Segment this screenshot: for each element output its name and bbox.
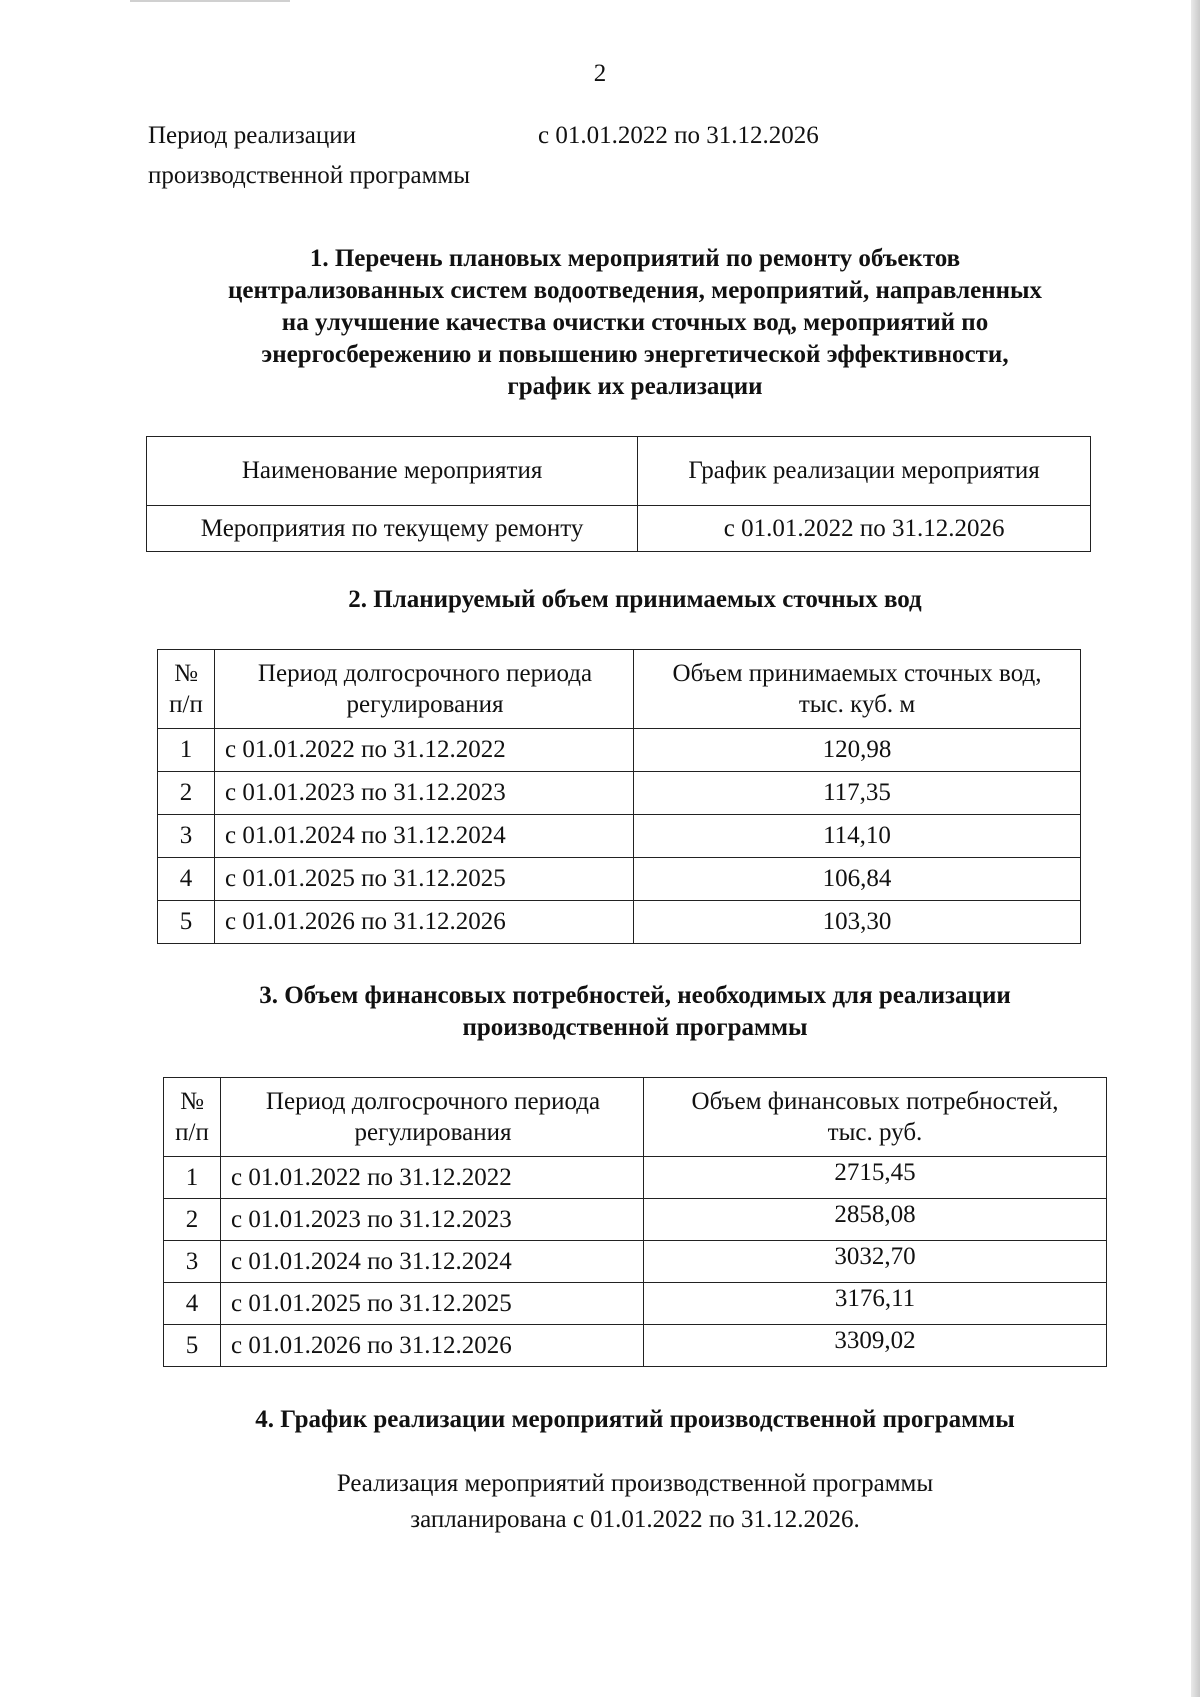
table-row — [158, 772, 1081, 815]
row-number: 1 — [158, 729, 215, 772]
heading-line: 1. Перечень плановых мероприятий по ремонту объектов — [309, 245, 961, 272]
row-value: 106,84 — [634, 858, 1081, 901]
row-number: 2 — [158, 772, 215, 815]
row-value: 2858,08 — [644, 1199, 1107, 1241]
table-cell: Мероприятия по текущему ремонту — [147, 506, 638, 552]
period-label — [148, 116, 528, 196]
statement-line: Реализация мероприятий производственной программы — [336, 1470, 934, 1497]
header-line: Объем принимаемых сточных вод, — [672, 660, 1042, 687]
heading-line: централизованных систем водоотведения, мероприятий, направленных — [227, 277, 1043, 304]
column-header-period — [221, 1078, 644, 1157]
row-number: 4 — [164, 1283, 221, 1325]
heading-line: 3. Объем финансовых потребностей, необходимых для реализации — [259, 982, 1011, 1009]
table-header-row — [164, 1078, 1107, 1157]
row-number: 4 — [158, 858, 215, 901]
scan-top-mark — [130, 0, 290, 2]
header-line: № — [180, 1088, 204, 1115]
row-number: 2 — [164, 1199, 221, 1241]
activities-table — [146, 436, 1091, 552]
row-value: 3309,02 — [644, 1325, 1107, 1367]
row-value: 103,30 — [634, 901, 1081, 944]
column-header-number — [164, 1078, 221, 1157]
table-row — [164, 1157, 1107, 1199]
row-value: 114,10 — [634, 815, 1081, 858]
table-row — [158, 729, 1081, 772]
row-period: с 01.01.2024 по 31.12.2024 — [221, 1241, 644, 1283]
statement-line: запланирована с 01.01.2022 по 31.12.2026. — [410, 1506, 860, 1533]
row-number: 5 — [158, 901, 215, 944]
column-header: График реализации мероприятия — [638, 437, 1091, 506]
header-line: Период долгосрочного периода — [257, 660, 593, 687]
row-value: 3176,11 — [644, 1283, 1107, 1325]
financial-needs-table — [163, 1077, 1107, 1367]
table-row — [164, 1325, 1107, 1367]
row-number: 1 — [164, 1157, 221, 1199]
table-cell: с 01.01.2022 по 31.12.2026 — [638, 506, 1091, 552]
row-value: 117,35 — [634, 772, 1081, 815]
heading-line: производственной программы — [462, 1014, 808, 1041]
header-line: п/п — [169, 691, 203, 718]
table-header-row — [158, 650, 1081, 729]
header-line: регулирования — [346, 691, 504, 718]
row-period: с 01.01.2022 по 31.12.2022 — [215, 729, 634, 772]
row-number: 3 — [164, 1241, 221, 1283]
column-header: Наименование мероприятия — [147, 437, 638, 506]
table-row — [164, 1283, 1107, 1325]
page-number: 2 — [593, 60, 607, 87]
column-header-period — [215, 650, 634, 729]
header-line: Период долгосрочного периода — [265, 1088, 601, 1115]
scan-edge-shadow — [1191, 0, 1200, 1697]
row-period: с 01.01.2025 по 31.12.2025 — [221, 1283, 644, 1325]
header-line: тыс. куб. м — [798, 691, 916, 718]
section-4-heading: 4. График реализации мероприятий производственной программы — [255, 1406, 1015, 1433]
column-header-number — [158, 650, 215, 729]
header-line: тыс. руб. — [827, 1119, 923, 1146]
period-label-line: производственной программы — [148, 162, 471, 189]
heading-line: на улучшение качества очистки сточных вод, мероприятий по — [281, 309, 989, 336]
row-value: 120,98 — [634, 729, 1081, 772]
table-row — [164, 1241, 1107, 1283]
header-line: № — [174, 660, 198, 687]
section-1-heading — [150, 243, 1120, 403]
table-header-row — [147, 437, 1091, 506]
implementation-statement — [150, 1466, 1120, 1538]
header-line: Объем финансовых потребностей, — [691, 1088, 1059, 1115]
column-header-amount — [644, 1078, 1107, 1157]
table-row — [158, 815, 1081, 858]
table-row — [147, 506, 1091, 552]
column-header-volume — [634, 650, 1081, 729]
table-row — [158, 901, 1081, 944]
heading-line: график их реализации — [507, 373, 763, 400]
period-label-line: Период реализации — [148, 122, 356, 149]
row-period: с 01.01.2023 по 31.12.2023 — [221, 1199, 644, 1241]
row-period: с 01.01.2026 по 31.12.2026 — [221, 1325, 644, 1367]
wastewater-volume-table — [157, 649, 1081, 944]
header-line: п/п — [175, 1119, 209, 1146]
row-period: с 01.01.2023 по 31.12.2023 — [215, 772, 634, 815]
header-line: регулирования — [354, 1119, 512, 1146]
row-period: с 01.01.2026 по 31.12.2026 — [215, 901, 634, 944]
section-3-heading — [150, 980, 1120, 1044]
row-value: 3032,70 — [644, 1241, 1107, 1283]
table-row — [158, 858, 1081, 901]
row-value: 2715,45 — [644, 1157, 1107, 1199]
heading-line: энергосбережению и повышению энергетической эффективности, — [261, 341, 1009, 368]
row-period: с 01.01.2025 по 31.12.2025 — [215, 858, 634, 901]
period-value: с 01.01.2022 по 31.12.2026 — [538, 122, 819, 149]
row-number: 5 — [164, 1325, 221, 1367]
row-period: с 01.01.2022 по 31.12.2022 — [221, 1157, 644, 1199]
table-row — [164, 1199, 1107, 1241]
section-2-heading: 2. Планируемый объем принимаемых сточных вод — [348, 586, 922, 613]
row-period: с 01.01.2024 по 31.12.2024 — [215, 815, 634, 858]
row-number: 3 — [158, 815, 215, 858]
